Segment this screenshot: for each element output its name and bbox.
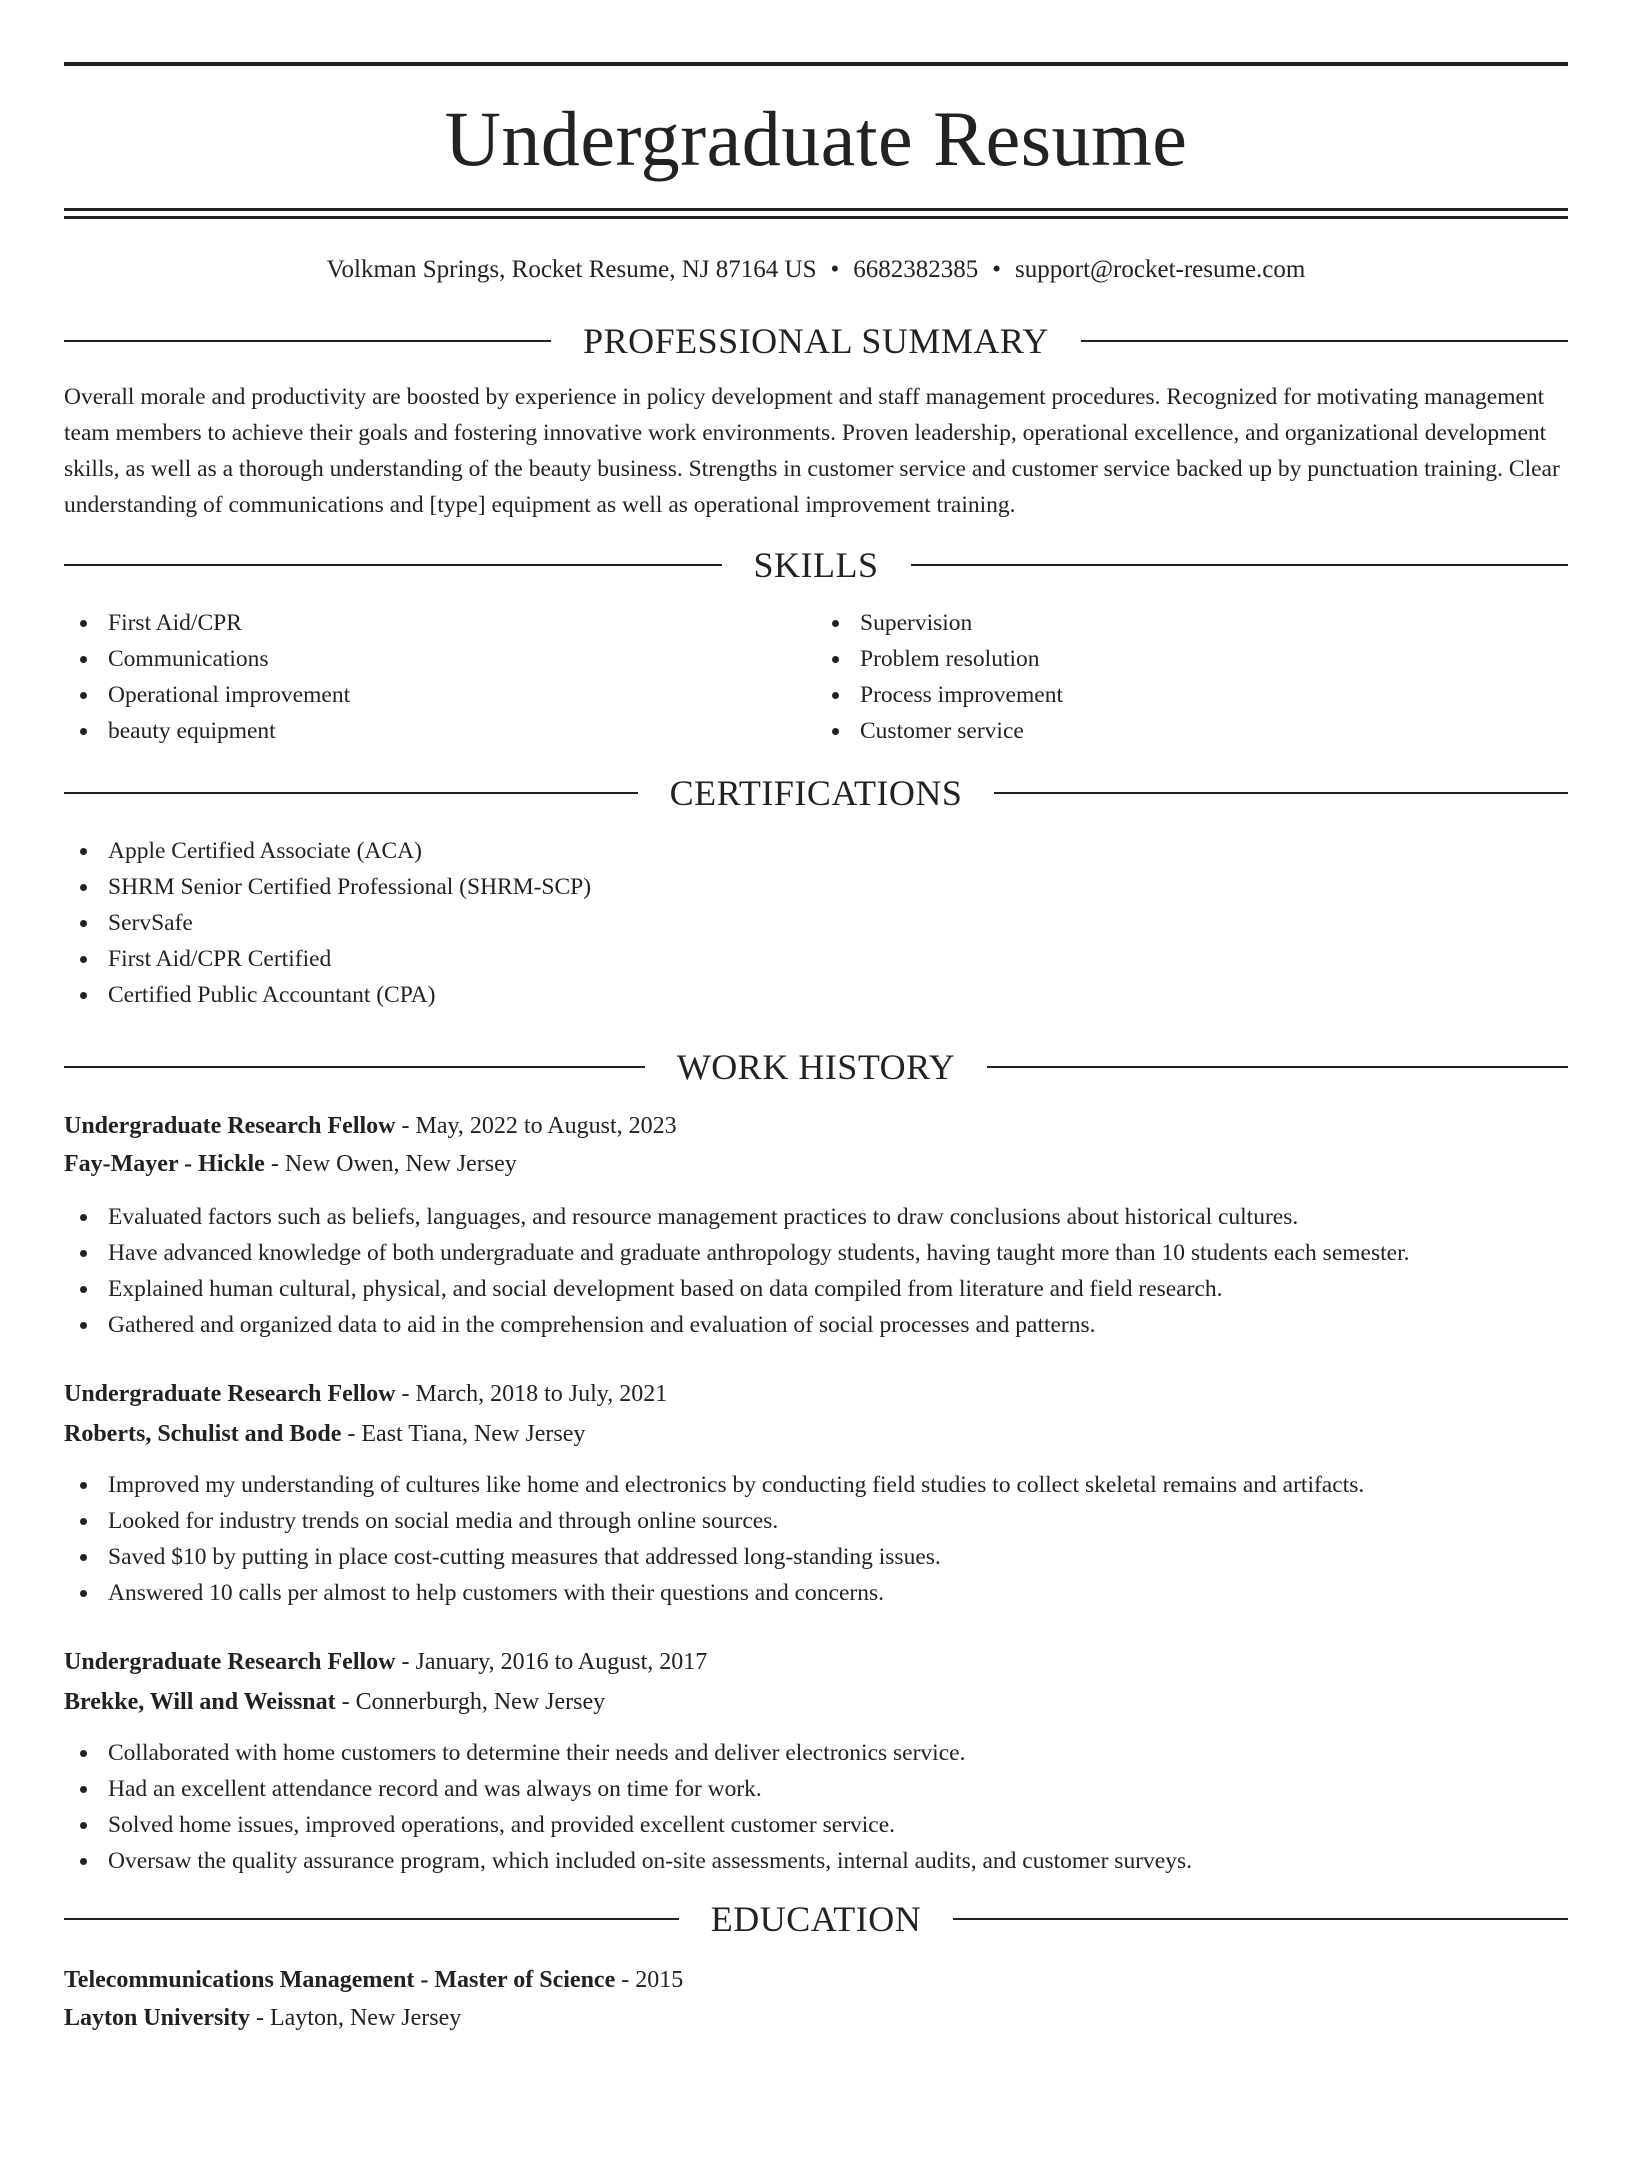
heading-rule bbox=[64, 792, 638, 794]
job-dates: - January, 2016 to August, 2017 bbox=[395, 1649, 708, 1675]
contact-email[interactable]: support@rocket-resume.com bbox=[1015, 256, 1306, 283]
education-year: - 2015 bbox=[615, 1967, 684, 1993]
job-company: Fay-Mayer - Hickle bbox=[64, 1151, 265, 1177]
job-bullet: Explained human cultural, physical, and social development based on data compiled from literature and field research. bbox=[64, 1271, 1568, 1307]
certification-item: ServSafe bbox=[64, 905, 1568, 941]
skill-item: Process improvement bbox=[816, 677, 1568, 713]
education-degree-line bbox=[64, 1961, 1568, 1999]
resume-name: Undergraduate Resume bbox=[444, 95, 1188, 182]
skill-item: Customer service bbox=[816, 713, 1568, 749]
job-bullet: Gathered and organized data to aid in the comprehension and evaluation of social processes and patterns. bbox=[64, 1307, 1568, 1343]
summary-text: Overall morale and productivity are boosted by experience in policy development and staff management procedures. Recognized for motivating management team members to achieve their goals and fostering innovative work environments. Proven leadership, operational excellence, and organizational development skills, as well as a thorough understanding of the beauty business. Strengths in customer service and customer service backed up by punctuation training. Clear understanding of communications and [type] equipment as well as operational improvement training. bbox=[64, 384, 1560, 518]
skill-item: Supervision bbox=[816, 605, 1568, 641]
job-company: Roberts, Schulist and Bode bbox=[64, 1421, 342, 1447]
job-location: - New Owen, New Jersey bbox=[264, 1151, 517, 1177]
top-rule bbox=[64, 62, 1568, 66]
job-location: - East Tiana, New Jersey bbox=[341, 1421, 586, 1447]
education-degree: Telecommunications Management - Master of Science bbox=[64, 1967, 616, 1993]
job-location: - Connerburgh, New Jersey bbox=[335, 1689, 606, 1715]
education-title: EDUCATION bbox=[710, 1899, 922, 1939]
summary-heading bbox=[64, 319, 1568, 363]
job-role: Undergraduate Research Fellow bbox=[64, 1381, 396, 1407]
skills-title: SKILLS bbox=[753, 545, 879, 585]
heading-rule bbox=[987, 1066, 1568, 1068]
certification-item: Certified Public Accountant (CPA) bbox=[64, 977, 1568, 1013]
job-title-line bbox=[64, 1107, 1568, 1145]
contact-separator: • bbox=[830, 256, 840, 283]
heading-rule bbox=[911, 564, 1569, 566]
job-role: Undergraduate Research Fellow bbox=[64, 1649, 396, 1675]
job-bullet: Solved home issues, improved operations, and provided excellent customer service. bbox=[64, 1807, 1568, 1843]
job-bullet: Had an excellent attendance record and was always on time for work. bbox=[64, 1771, 1568, 1807]
job-company-line bbox=[64, 1415, 1568, 1453]
job-company-line bbox=[64, 1683, 1568, 1721]
contact-line bbox=[64, 255, 1568, 285]
skill-item: Problem resolution bbox=[816, 641, 1568, 677]
skill-item: beauty equipment bbox=[64, 713, 816, 749]
work-history-title: WORK HISTORY bbox=[676, 1047, 956, 1087]
job-entry bbox=[64, 1107, 1568, 1343]
job-bullets bbox=[64, 1467, 1568, 1611]
job-role: Undergraduate Research Fellow bbox=[64, 1113, 396, 1139]
resume-page bbox=[0, 62, 1632, 2174]
skills-columns bbox=[64, 605, 1568, 749]
education-school: Layton University bbox=[64, 2005, 250, 2031]
contact-separator: • bbox=[992, 256, 1002, 283]
education-location: - Layton, New Jersey bbox=[250, 2005, 462, 2031]
heading-rule bbox=[64, 564, 722, 566]
certification-item: First Aid/CPR Certified bbox=[64, 941, 1568, 977]
job-bullet: Answered 10 calls per almost to help customers with their questions and concerns. bbox=[64, 1575, 1568, 1611]
job-bullets bbox=[64, 1735, 1568, 1879]
job-bullet: Oversaw the quality assurance program, which included on-site assessments, internal audits, and customer surveys. bbox=[64, 1843, 1568, 1879]
job-title-line bbox=[64, 1375, 1568, 1413]
heading-rule bbox=[994, 792, 1568, 794]
skills-heading bbox=[64, 543, 1568, 587]
certifications-list bbox=[64, 833, 1568, 1013]
job-dates: - May, 2022 to August, 2023 bbox=[395, 1113, 677, 1139]
heading-rule bbox=[1081, 340, 1568, 342]
job-bullet: Have advanced knowledge of both undergraduate and graduate anthropology students, having taught more than 10 students each semester. bbox=[64, 1235, 1568, 1271]
contact-phone: 6682382385 bbox=[853, 256, 979, 283]
certifications-heading bbox=[64, 771, 1568, 815]
job-bullet: Saved $10 by putting in place cost-cutting measures that addressed long-standing issues. bbox=[64, 1539, 1568, 1575]
job-bullet: Looked for industry trends on social media and through online sources. bbox=[64, 1503, 1568, 1539]
certification-item: SHRM Senior Certified Professional (SHRM-SCP) bbox=[64, 869, 1568, 905]
education-heading bbox=[64, 1897, 1568, 1941]
education-school-line bbox=[64, 1999, 1568, 2037]
education-entry bbox=[64, 1961, 1568, 2037]
skill-item: First Aid/CPR bbox=[64, 605, 816, 641]
certifications-title: CERTIFICATIONS bbox=[669, 773, 963, 813]
skill-item: Operational improvement bbox=[64, 677, 816, 713]
job-entry bbox=[64, 1375, 1568, 1611]
heading-rule bbox=[64, 340, 551, 342]
work-history-heading bbox=[64, 1045, 1568, 1089]
header-double-rule bbox=[64, 208, 1568, 219]
job-company: Brekke, Will and Weissnat bbox=[64, 1689, 336, 1715]
skills-right-list bbox=[816, 605, 1568, 749]
certification-item: Apple Certified Associate (ACA) bbox=[64, 833, 1568, 869]
job-bullet: Evaluated factors such as beliefs, languages, and resource management practices to draw conclusions about historical cultures. bbox=[64, 1199, 1568, 1235]
heading-rule bbox=[953, 1918, 1568, 1920]
job-company-line bbox=[64, 1145, 1568, 1183]
skills-left-list bbox=[64, 605, 816, 749]
heading-rule bbox=[64, 1918, 679, 1920]
job-bullets bbox=[64, 1199, 1568, 1343]
job-bullet: Improved my understanding of cultures like home and electronics by conducting field studies to collect skeletal remains and artifacts. bbox=[64, 1467, 1568, 1503]
job-bullet: Collaborated with home customers to determine their needs and deliver electronics service. bbox=[64, 1735, 1568, 1771]
job-entry bbox=[64, 1643, 1568, 1879]
job-title-line bbox=[64, 1643, 1568, 1681]
job-dates: - March, 2018 to July, 2021 bbox=[395, 1381, 668, 1407]
contact-address: Volkman Springs, Rocket Resume, NJ 87164 US bbox=[326, 256, 817, 283]
summary-title: PROFESSIONAL SUMMARY bbox=[583, 321, 1049, 361]
heading-rule bbox=[64, 1066, 645, 1068]
skill-item: Communications bbox=[64, 641, 816, 677]
